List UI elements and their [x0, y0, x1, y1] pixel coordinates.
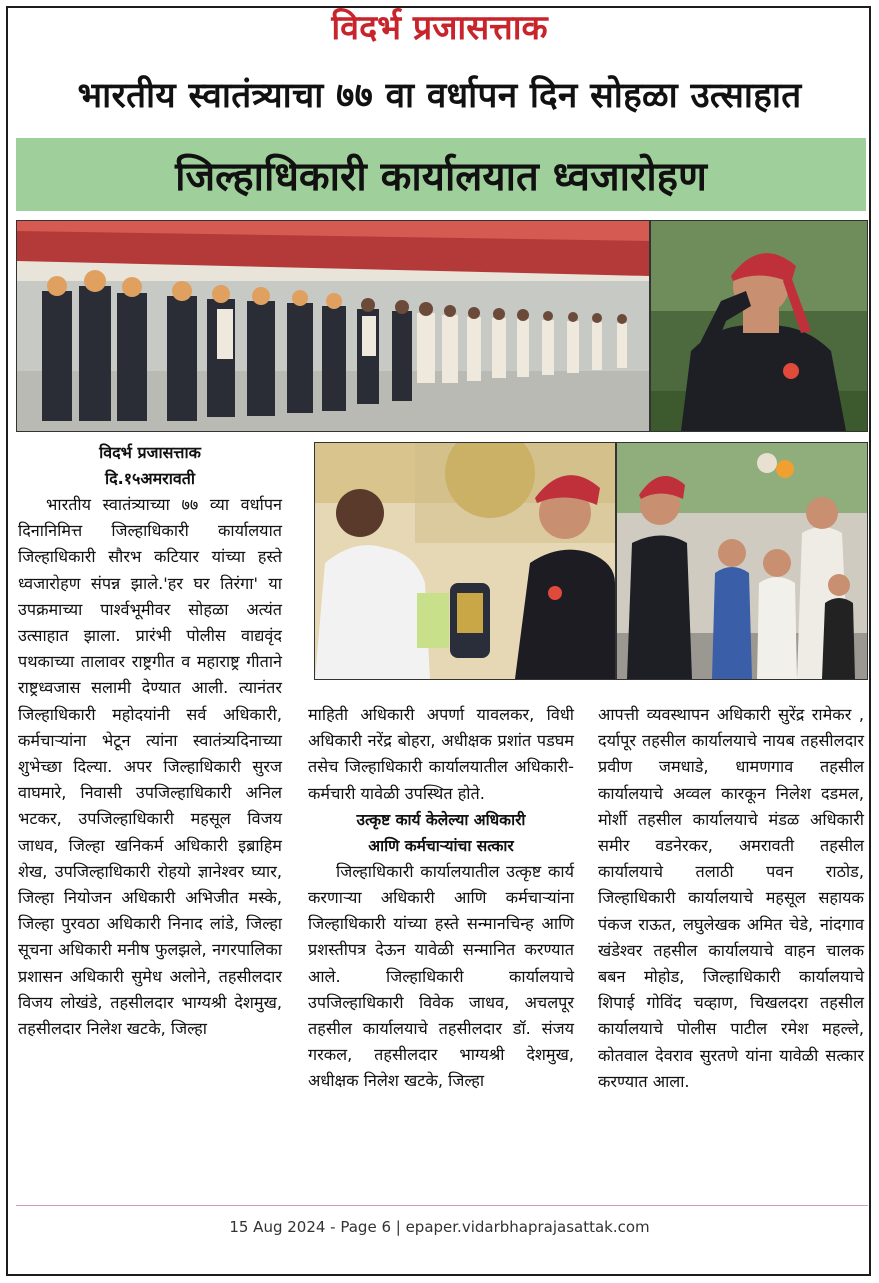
headline: भारतीय स्वातंत्र्याचा ७७ वा वर्धापन दिन सोहळा उत्साहात: [77, 76, 802, 116]
article-text-col1: भारतीय स्वातंत्र्याच्या ७७ व्या वर्धापन दिनानिमित्त जिल्हाधिकारी कार्यालयात जिल्हाधिकारी सौरभ कटियार यांच्या हस्ते ध्वजारोहण संपन्न झाले.'हर घर तिरंगा' या उपक्रमाच्या पार्श्वभूमीवर सोहळा अत्यंत उत्साहात झाला. प्रारंभी पोलीस वाद्यवृंद पथकाच्या तालावर राष्ट्रगीत व महाराष्ट्र गीताने राष्ट्रध्वजास सलामी देण्यात आली. त्यानंतर जिल्हाधिकारी महोदयांनी सर्व अधिकारी, कर्मचाऱ्यांना भेटून त्यांना स्वातंत्र्यदिनाच्या शुभेच्छा दिल्या. अपर जिल्हाधिकारी सुरज वाघमारे, निवासी उपजिल्हाधिकारी अनिल भटकर, उपजिल्हाधिकारी महसूल विजय जाधव, जिल्हा खनिकर्म अधिकारी इब्राहिम शेख, उपजिल्हाधिकारी रोहयो ज्ञानेश्वर घ्यार, जिल्हा नियोजन अधिकारी अभिजीत मस्के, जिल्हा पुरवठा अधिकारी निनाद लांडे, जिल्हा सूचना अधिकारी मनीष फुलझले, नगरपालिका प्रशासन अधिकारी सुमेध अलोने, तहसीलदार विजय लोखंडे, तहसीलदार भाग्यश्री देशमुख, तहसीलदार निलेश खटके, जिल्हा: [18, 495, 282, 1039]
award-presentation-photo: [314, 442, 616, 680]
dateline-place-date: दि.१५अमरावती: [105, 469, 195, 488]
article-column-1: [18, 440, 282, 1042]
masthead: विदर्भ प्रजासत्ताक: [331, 8, 548, 48]
article-column-2: [308, 702, 574, 1095]
article-column-3: [598, 702, 864, 1095]
article-text-col3: आपत्ती व्यवस्थापन अधिकारी सुरेंद्र रामेकर , दर्यापूर तहसील कार्यालयाचे नायब तहसीलदार प्रवीण जमधाडे, धामणगाव तहसील कार्यालयाचे अव्वल कारकून निलेश दडमल, मोर्शी तहसील कार्यालयाचे मंडळ अधिकारी समीर वडनेरकर, अमरावती तहसील कार्यालयाचे तलाठी पवन राठोड, जिल्हाधिकारी कार्यालयाचे महसूल सहायक पंकज राऊत, लघुलेखक अमित चेडे, नांदगाव खंडेश्वर तहसील कार्यालयाचे वाहन चालक बबन मोहोड, जिल्हाधिकारी कार्यालयाचे शिपाई गोविंद चव्हाण, चिखलदरा तहसील कार्यालयाचे पोलीस पाटील रमेश महल्ले, कोतवाल देवराव सुरतणे यांना यावेळी सत्कार करण्यात आला.: [598, 705, 864, 1091]
article-text-col2-part1: माहिती अधिकारी अपर्णा यावलकर, विधी अधिकारी नरेंद्र बोहरा, अधीक्षक प्रशांत पडघम तसेच जिल्हाधिकारी कार्यालयातील अधिकारी-कर्मचारी यावेळी उपस्थित होते.: [308, 705, 574, 803]
footer-date-page-url: 15 Aug 2024 - Page 6 | epaper.vidarbhaprajasattak.com: [229, 1218, 650, 1236]
article-text-col2-part2: जिल्हाधिकारी कार्यालयातील उत्कृष्ट कार्य करणाऱ्या अधिकारी आणि कर्मचाऱ्यांना जिल्हाधिकारी यांच्या हस्ते सन्मानचिन्ह आणि प्रशस्तीपत्र देऊन यावेळी सन्मानित करण्यात आले. जिल्हाधिकारी कार्यालयाचे उपजिल्हाधिकारी विवेक जाधव, अचलपूर तहसील कार्यालयाचे तहसीलदार डॉ. संजय गरकल, तहसीलदार भाग्यश्री देशमुख, अधीक्षक निलेश खटके, जिल्हा: [308, 861, 574, 1091]
flag-hoisting-group-photo: [16, 220, 650, 432]
collector-with-children-photo: [616, 442, 868, 680]
footer-divider: [16, 1205, 868, 1206]
collector-saluting-photo: [650, 220, 868, 432]
subheadline: जिल्हाधिकारी कार्यालयात ध्वजारोहण: [175, 154, 707, 200]
dateline-publication: विदर्भ प्रजासत्ताक: [99, 443, 201, 462]
felicitation-subtitle-line2: आणि कर्मचाऱ्यांचा सत्कार: [368, 836, 514, 855]
subheadline-band: [16, 138, 866, 211]
felicitation-subtitle-line1: उत्कृष्ट कार्य केलेल्या अधिकारी: [356, 810, 526, 829]
